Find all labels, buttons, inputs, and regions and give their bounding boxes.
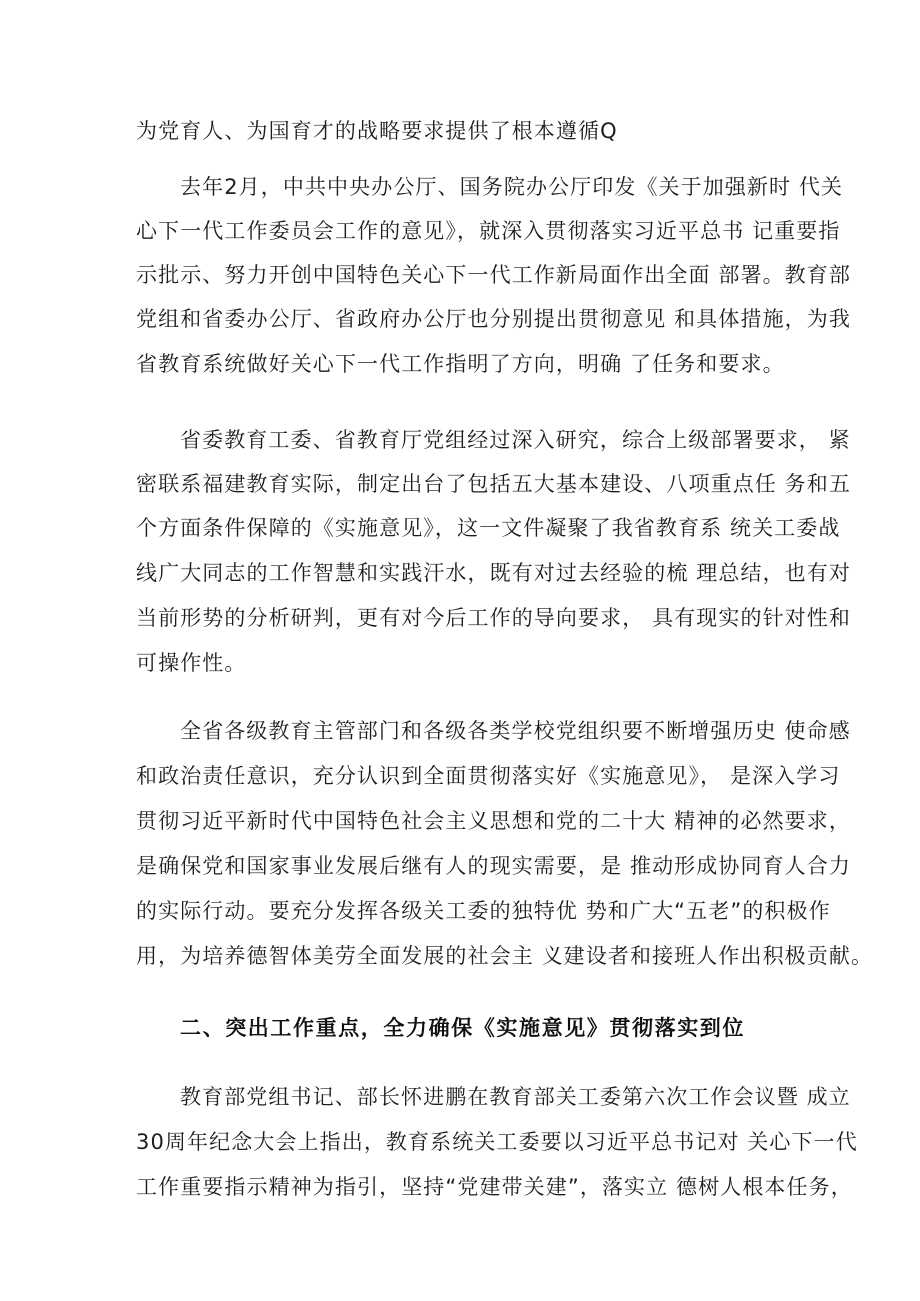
- text-line: 去年2月，中共中央办公厅、国务院办公厅印发《关于加强新时 代关: [180, 175, 844, 199]
- text-line: 当前形势的分析研判，更有对今后工作的导向要求， 具有现实的针对性和: [136, 606, 851, 630]
- text-line: 工作重要指示精神为指引，坚持“党建带关建”，落实立 德树人根本任务，: [136, 1175, 853, 1199]
- text-line: 党组和省委办公厅、省政府办公厅也分别提出贯彻意见 和具体措施，为我: [136, 307, 851, 331]
- text-line: 贯彻习近平新时代中国特色社会主义思想和党的二十大 精神的必然要求，: [136, 809, 851, 833]
- text-line: 可操作性。: [136, 651, 247, 675]
- section-heading: 二、突出工作重点，全力确保《实施意见》贯彻落实到位: [180, 1016, 745, 1040]
- text-line: 密联系福建教育实际，制定出台了包括五大基本建设、八项重点任 务和五: [136, 472, 851, 496]
- text-line: 示批示、努力开创中国特色关心下一代工作新局面作出全面 部署。教育部: [136, 263, 851, 287]
- text-line: 全省各级教育主管部门和各级各类学校党组织要不断增强历史 使命感: [180, 719, 851, 743]
- text-line: 省委教育工委、省教育厅党组经过深入研究，综合上级部署要求， 紧: [180, 428, 851, 452]
- text-line: 线广大同志的工作智慧和实践汗水，既有对过去经验的梳 理总结，也有对: [136, 561, 851, 585]
- text-line: 心下一代工作委员会工作的意见》，就深入贯彻落实习近平总书 记重要指: [136, 219, 841, 243]
- text-line: 30周年纪念大会上指出，教育系统关工委要以习近平总书记对 关心下一代: [136, 1130, 858, 1154]
- text-line: 和政治责任意识，充分认识到全面贯彻落实好《实施意见》， 是深入学习: [136, 764, 841, 788]
- text-line: 是确保党和国家事业发展后继有人的现实需要，是 推动形成协同育人合力: [136, 854, 851, 878]
- text-line: 的实际行动。要充分发挥各级关工委的独特优 势和广大“五老”的积极作: [136, 899, 831, 923]
- text-line: 为党育人、为国育才的战略要求提供了根本遵循Q: [136, 119, 618, 143]
- text-line: 个方面条件保障的《实施意见》，这一文件凝聚了我省教育系 统关工委战: [136, 516, 841, 540]
- text-line: 省教育系统做好关心下一代工作指明了方向，明确 了任务和要求。: [136, 352, 785, 376]
- text-line: 用，为培养德智体美劳全面发展的社会主 义建设者和接班人作出积极贡献。: [136, 944, 874, 968]
- text-line: 教育部党组书记、部长怀进鹏在教育部关工委第六次工作会议暨 成立: [180, 1085, 851, 1109]
